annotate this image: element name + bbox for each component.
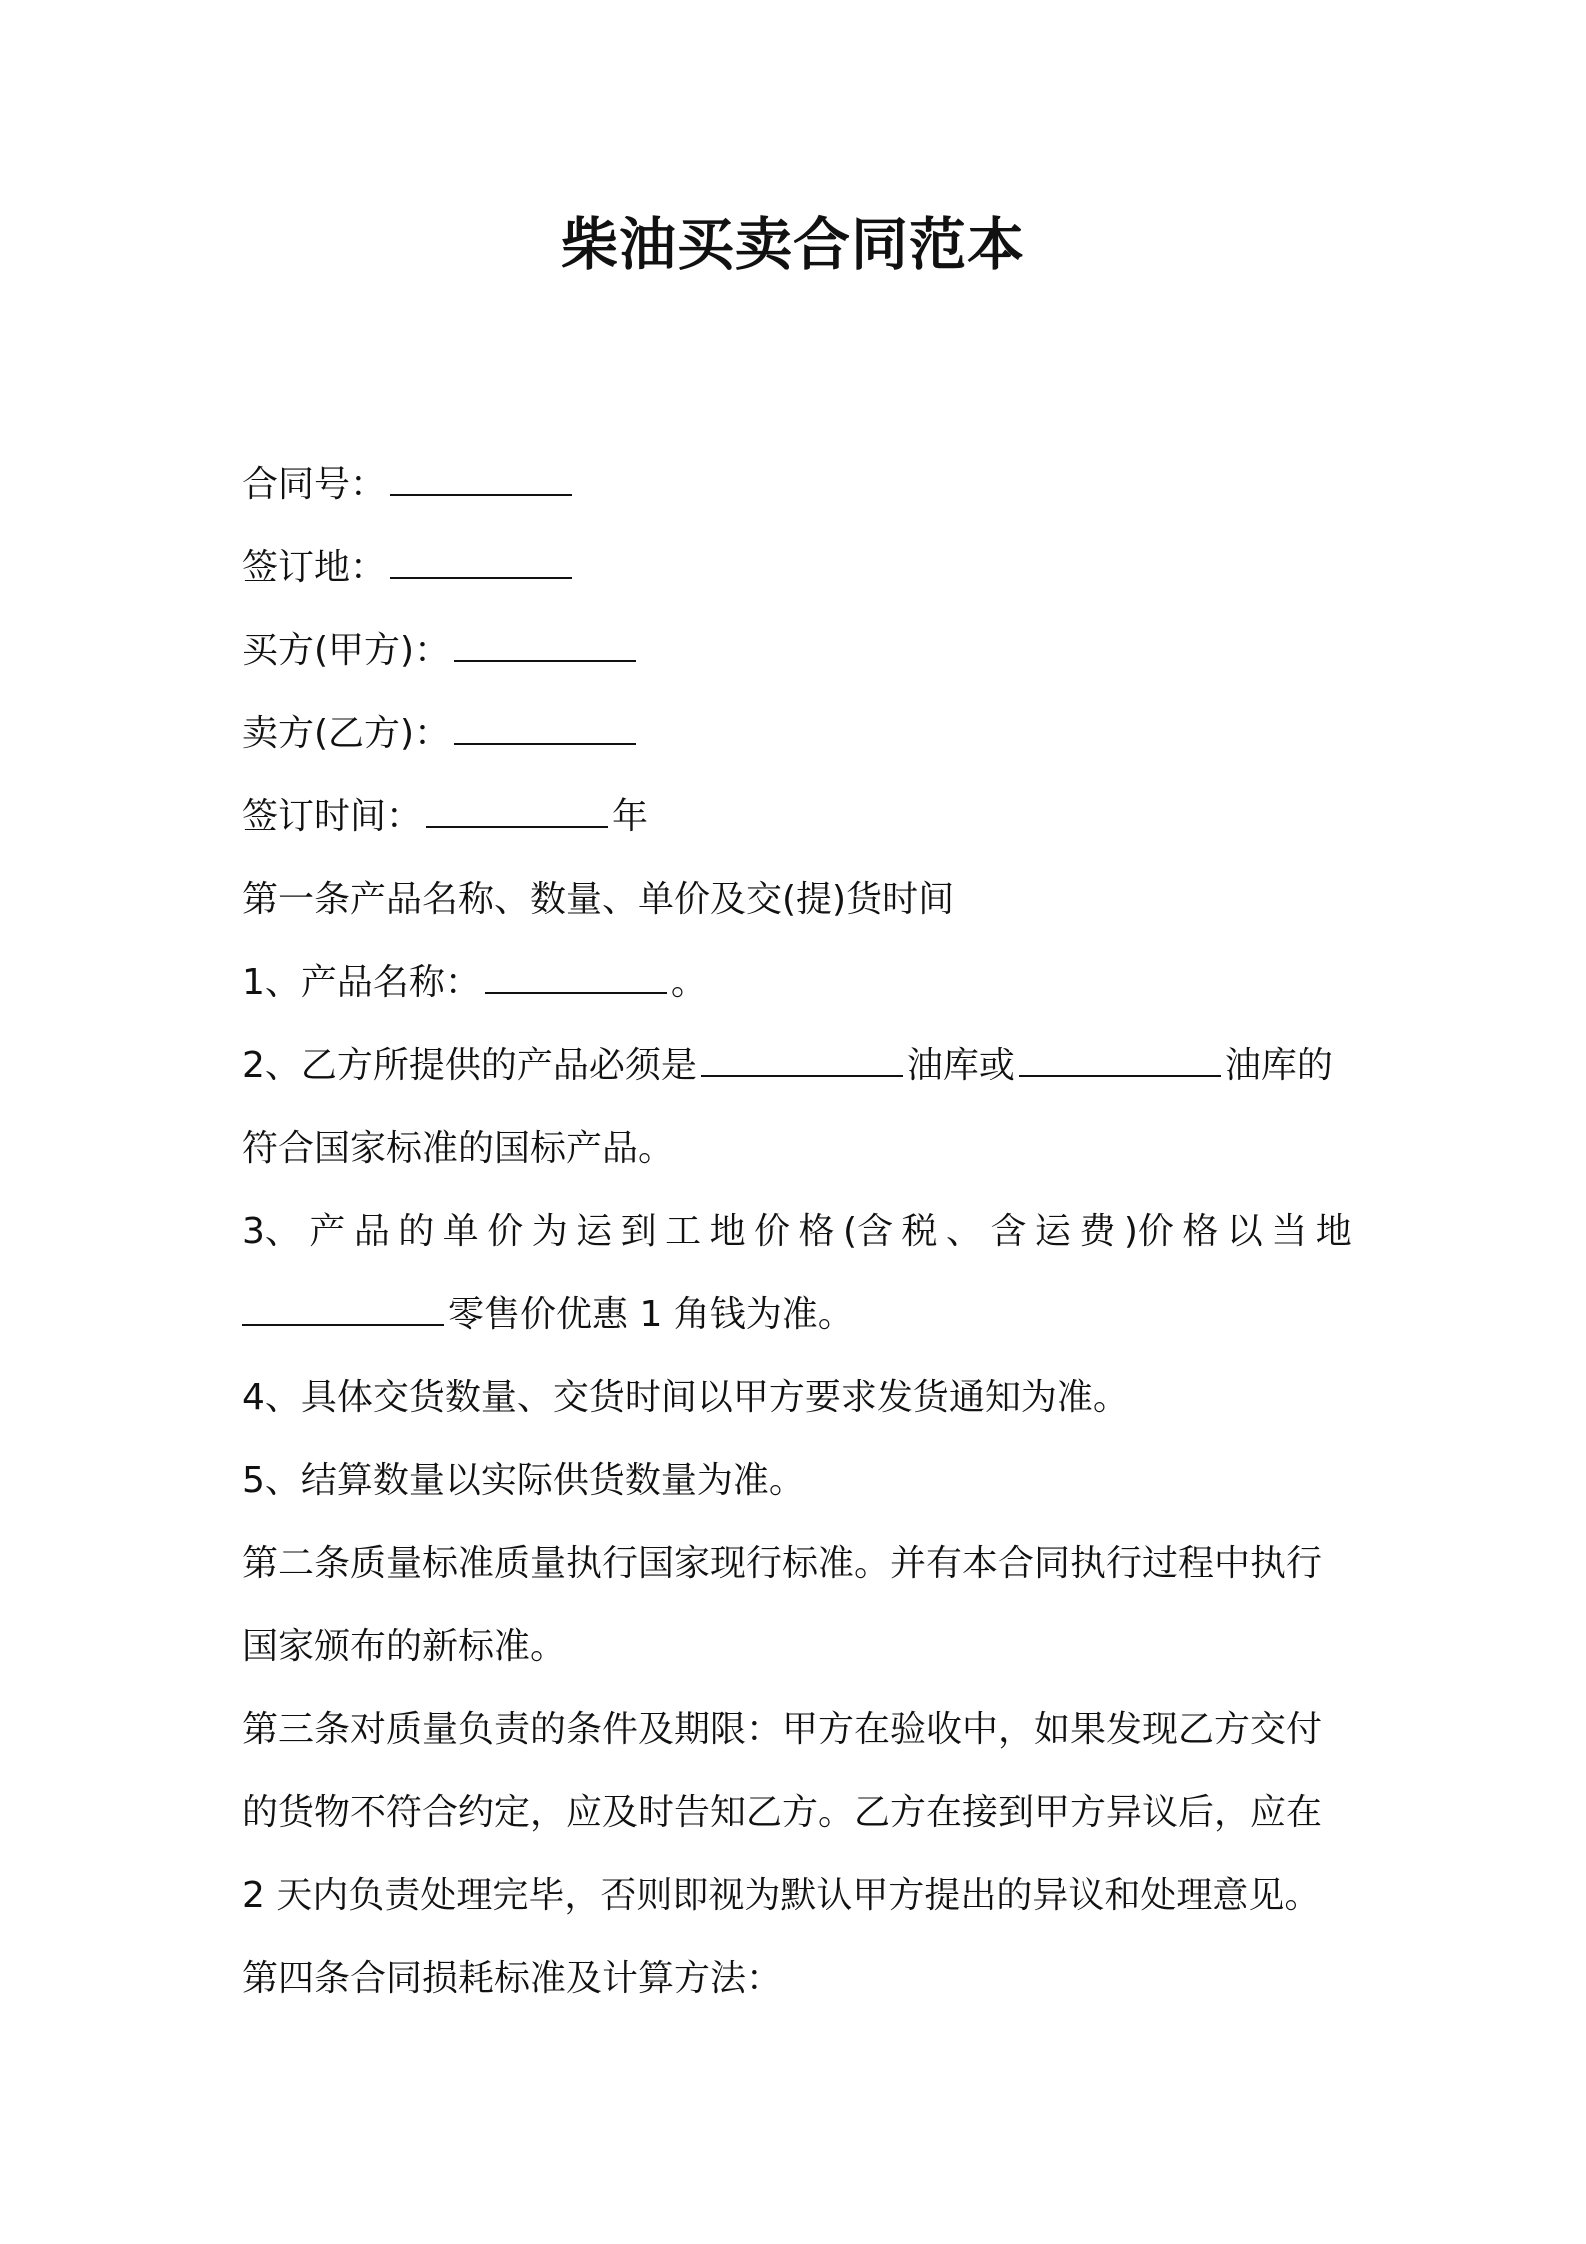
item3-token: 地 bbox=[1315, 1211, 1352, 1252]
buyer-line bbox=[242, 609, 1352, 692]
contract-no-label: 合同号： bbox=[242, 464, 387, 505]
item3-token: 价 bbox=[487, 1211, 524, 1252]
contract-no-blank bbox=[390, 468, 572, 496]
item3-token: 、 bbox=[945, 1211, 982, 1252]
seller-label: 卖方(乙方)： bbox=[242, 713, 451, 754]
item3-token: 单 bbox=[442, 1211, 479, 1252]
article3-line2: 的货物不符合约定，应及时告知乙方。乙方在接到甲方异议后，应在 bbox=[242, 1792, 1323, 1833]
article3-line1: 第三条对质量负责的条件及期限：甲方在验收中，如果发现乙方交付 bbox=[242, 1709, 1323, 1750]
item2-suffix: 油库的 bbox=[1224, 1045, 1333, 1086]
item3-token: 格 bbox=[798, 1211, 835, 1252]
sign-time-label: 签订时间： bbox=[242, 796, 423, 837]
item1-blank bbox=[485, 966, 667, 994]
item3-token: 以 bbox=[1226, 1211, 1263, 1252]
item3-blank bbox=[242, 1298, 444, 1326]
item3-token: (含 bbox=[842, 1211, 894, 1252]
contract-no-line bbox=[242, 443, 1352, 526]
item3-token: 到 bbox=[620, 1211, 657, 1252]
article1-item3-line1 bbox=[242, 1190, 1352, 1273]
article1-item2-line2: 符合国家标准的国标产品。 bbox=[242, 1128, 675, 1169]
item3-token: 为 bbox=[531, 1211, 568, 1252]
article1-item2-line1 bbox=[242, 1024, 1352, 1107]
sign-place-blank bbox=[390, 551, 572, 579]
item3-token: 费 bbox=[1079, 1211, 1116, 1252]
item2-blank-1 bbox=[701, 1049, 903, 1077]
item1-end: 。 bbox=[670, 962, 707, 1003]
item3-token: 地 bbox=[709, 1211, 746, 1252]
item3-token: 的 bbox=[398, 1211, 435, 1252]
item2-blank-2 bbox=[1019, 1049, 1221, 1077]
article1-item4: 4、具体交货数量、交货时间以甲方要求发货通知为准。 bbox=[242, 1377, 1129, 1418]
item3-token: 价 bbox=[754, 1211, 791, 1252]
article2-line2: 国家颁布的新标准。 bbox=[242, 1626, 567, 1667]
item3-suffix: 零售价优惠 1 角钱为准。 bbox=[448, 1294, 854, 1335]
document-title: 柴油买卖合同范本 bbox=[561, 212, 1025, 278]
sign-time-blank bbox=[426, 800, 608, 828]
sign-place-label: 签订地： bbox=[242, 547, 387, 588]
document-body bbox=[242, 443, 1352, 2020]
sign-place-line bbox=[242, 526, 1352, 609]
item3-token: 运 bbox=[1034, 1211, 1071, 1252]
item2-prefix: 2、乙方所提供的产品必须是 bbox=[242, 1045, 697, 1086]
buyer-label: 买方(甲方)： bbox=[242, 630, 451, 671]
article1-item3-line2 bbox=[242, 1273, 1352, 1356]
buyer-blank bbox=[454, 634, 636, 662]
item3-token: 格 bbox=[1182, 1211, 1219, 1252]
item3-token: 含 bbox=[990, 1211, 1027, 1252]
article3-line3: 2 天内负责处理完毕，否则即视为默认甲方提出的异议和处理意见。 bbox=[242, 1875, 1321, 1916]
item3-token: 税 bbox=[901, 1211, 938, 1252]
article2-line1: 第二条质量标准质量执行国家现行标准。并有本合同执行过程中执行 bbox=[242, 1543, 1323, 1584]
item1-label: 1、产品名称： bbox=[242, 962, 481, 1003]
article1-heading: 第一条产品名称、数量、单价及交(提)货时间 bbox=[242, 879, 955, 920]
item3-token: 运 bbox=[576, 1211, 613, 1252]
article1-item5: 5、结算数量以实际供货数量为准。 bbox=[242, 1460, 805, 1501]
item3-token: 产 bbox=[309, 1211, 346, 1252]
item3-token: 3、 bbox=[242, 1211, 301, 1252]
seller-blank bbox=[454, 717, 636, 745]
sign-time-year: 年 bbox=[612, 796, 649, 837]
item3-token: )价 bbox=[1123, 1211, 1174, 1252]
article1-item1 bbox=[242, 941, 1352, 1024]
article4-heading: 第四条合同损耗标准及计算方法： bbox=[242, 1958, 783, 1999]
item3-token: 当 bbox=[1271, 1211, 1308, 1252]
item3-token: 工 bbox=[665, 1211, 702, 1252]
seller-line bbox=[242, 692, 1352, 775]
sign-time-line bbox=[242, 775, 1352, 858]
item2-mid: 油库或 bbox=[906, 1045, 1015, 1086]
item3-token: 品 bbox=[353, 1211, 390, 1252]
